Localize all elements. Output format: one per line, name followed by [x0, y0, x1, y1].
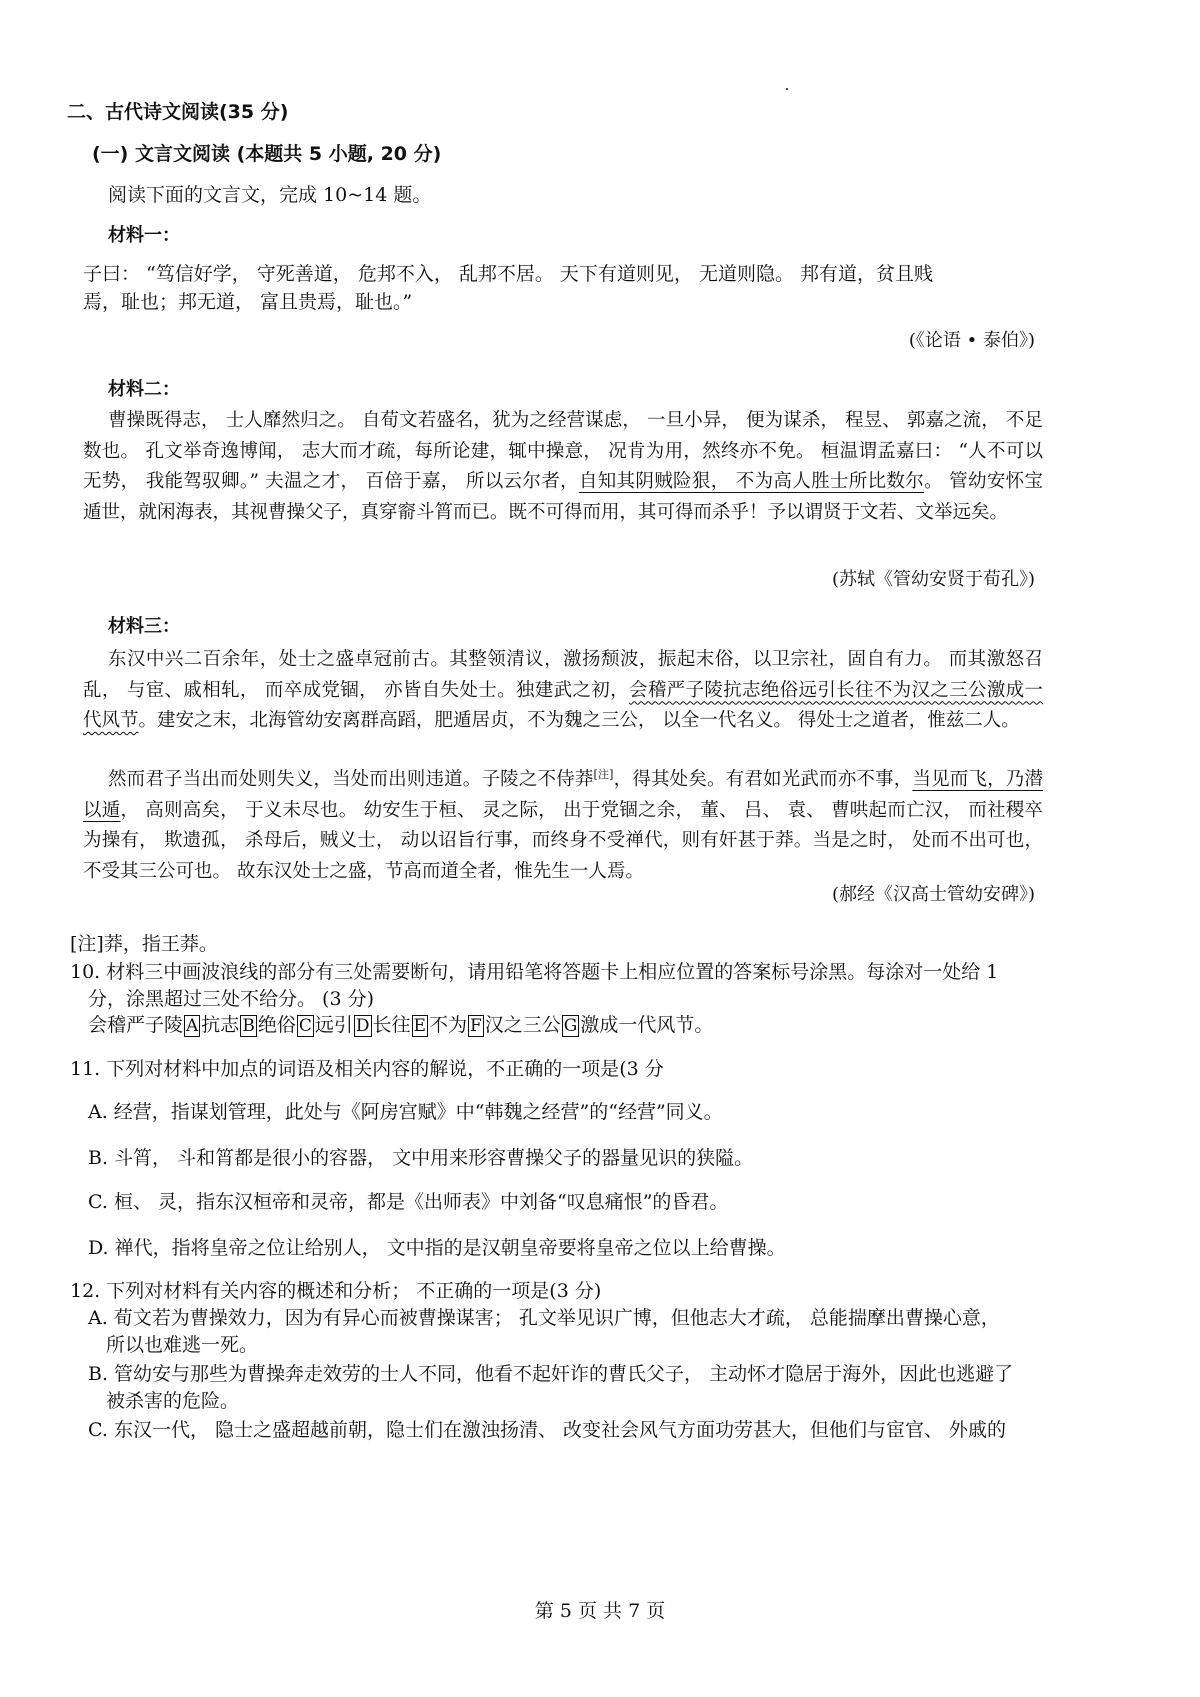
q11-option-b[interactable]: B. 斗筲， 斗和筲都是很小的容器， 文中用来形容曹操父子的器量见识的狭隘。 — [88, 1147, 754, 1169]
material3-underlined: 当见而飞，乃潜以遁 — [83, 769, 1043, 821]
q12-option-b-line2[interactable]: 被杀害的危险。 — [106, 1390, 240, 1412]
instruction: 阅读下面的文言文，完成 10~14 题。 — [108, 184, 432, 206]
page-footer — [0, 1596, 1200, 1623]
footer-middle: 页 共 — [571, 1600, 629, 1622]
q10-option-d[interactable]: D — [355, 1016, 370, 1036]
q12-option-a-line1[interactable]: A. 荀文若为曹操效力，因为有异心而被曹操谋害； 孔文举见识广博，但他志大才疏， 总能揣摩出曹操心意， — [88, 1307, 1000, 1329]
q10-option-b[interactable]: B — [242, 1016, 255, 1036]
footer-total-pages: 7 — [628, 1600, 641, 1622]
q10-option-e[interactable]: E — [413, 1016, 426, 1036]
material3-text-4: ，得其处矣。有君如光武而亦不事， — [613, 769, 913, 791]
material1-line1: 子曰： “笃信好学， 守死善道， 危邦不入， 乱邦不居。 天下有道则见， 无道则隐。 邦有道，贫且贱 — [83, 263, 933, 285]
q10-text: 远引 — [314, 1014, 353, 1036]
material1-source: (《论语 • 泰伯》) — [908, 330, 1035, 351]
q10-text: 抗志 — [201, 1014, 240, 1036]
material2-text-1: 曹操既得志， 士人靡然归之。 自荀文若盛名，犹为之经营谋虑， 一旦小异， 便为谋杀， 程昱、 郭嘉之流， 不足数也。 孔文举奇逸博闻， 志大而才疏，每所论建，辄中操意， 况肯为用，然终亦不免。 桓温谓孟嘉曰： “人不可以无势， 我能驾驭卿。” 夫温之才， 百倍于嘉， 所以云尔者， — [83, 410, 1043, 492]
material3-text-5: ， 高则高矣， 于义未尽也。 幼安生于桓、 灵之际， 出于党锢之余， 董、 吕、 袁、 曹哄起而亡汉， 而社稷卒为操有， 欺遗孤， 杀母后，贼义士， 动以诏旨行事，而终身不受禅代，则有奸甚于莽。当是之时， 处而不出可也，不受其三公可也。 故东汉处士之盛，节高而道全者，惟先生一人焉。 — [83, 799, 1043, 882]
footer-prefix: 第 — [534, 1600, 560, 1622]
material1-line2: 焉，耻也；邦无道， 富且贵焉，耻也。” — [83, 291, 413, 313]
note-marker: [注] — [593, 768, 614, 781]
material2-underlined: 自知其阴贼险狠， 不为高人胜士所比数尔 — [578, 471, 925, 492]
q11-option-d[interactable]: D. 禅代，指将皇帝之位让给别人， 文中指的是汉朝皇帝要将皇帝之位以上给曹操。 — [88, 1237, 786, 1259]
q11-stem: 11. 下列对材料中加点的词语及相关内容的解说，不正确的一项是(3 分 — [70, 1058, 664, 1080]
q10-text-head: 会稽严子陵 — [88, 1014, 184, 1036]
q12-stem: 12. 下列对材料有关内容的概述和分析； 不正确的一项是(3 分) — [70, 1280, 602, 1302]
footer-suffix: 页 — [640, 1600, 666, 1622]
speck-mark — [786, 88, 788, 90]
material3-text-2: 。建安之末，北海管幼安离群高蹈，肥遁居贞，不为魏之三公， 以全一代名义。 得处士之道者，惟兹二人。 — [138, 710, 1020, 731]
material2-paragraph — [83, 406, 1043, 528]
q10-option-g[interactable]: G — [563, 1016, 578, 1036]
subsection-title: (一) 文言文阅读 (本题共 5 小题, 20 分) — [92, 143, 442, 165]
section-title: 二、古代诗文阅读(35 分) — [67, 101, 289, 123]
q11-option-a[interactable]: A. 经营，指谋划管理，此处与《阿房宫赋》中“韩魏之经营”的“经营”同义。 — [88, 1101, 723, 1123]
q10-text: 激成一代风节。 — [580, 1014, 714, 1036]
q10-option-a[interactable]: A — [186, 1016, 199, 1036]
material3-source: (郝经《汉高士管幼安碑》) — [831, 884, 1035, 905]
q11-option-c[interactable]: C. 桓、 灵，指东汉桓帝和灵帝，都是《出师表》中刘备“叹息痛恨”的昏君。 — [88, 1191, 729, 1213]
q10-text: 汉之三公 — [484, 1014, 561, 1036]
material3-label: 材料三： — [108, 616, 180, 637]
q12-option-b-line1[interactable]: B. 管幼安与那些为曹操奔走效劳的士人不同，他看不起奸诈的曹氏父子， 主动怀才隐居于海外，因此也逃避了 — [88, 1363, 1014, 1385]
material2-text-2: 。 管幼安怀宝遁世，就闲海表，其视曹操父子，真穿窬斗筲而已。既不可得而用，其可得而杀乎！予以谓贤于文若、文举远矣。 — [83, 471, 1043, 523]
material3-wavy-underline: 会稽严子陵抗志绝俗远引长往不为汉之三公激成一代风节 — [83, 679, 1043, 731]
material1-label: 材料一： — [108, 225, 180, 246]
q10-stem-1: 10. 材料三中画波浪线的部分有三处需要断句，请用铅笔将答题卡上相应位置的答案标号涂黑。每涂对一处给 1 — [70, 961, 999, 983]
material2-label: 材料二： — [108, 379, 180, 400]
q10-text: 绝俗 — [257, 1014, 296, 1036]
q10-options — [88, 1013, 713, 1038]
material2-source: (苏轼《管幼安贤于荀孔》) — [831, 569, 1035, 590]
material3-text-3: 然而君子当出而处则失义，当处而出则违道。子陵之不侍莽 — [108, 769, 594, 791]
q12-option-a-line2[interactable]: 所以也难逃一死。 — [106, 1334, 259, 1356]
footer-page-number: 5 — [559, 1600, 572, 1622]
q10-option-f[interactable]: F — [469, 1016, 482, 1036]
q10-text: 长往 — [372, 1014, 411, 1036]
material3-paragraph-2 — [83, 760, 1043, 887]
q12-option-c-line1[interactable]: C. 东汉一代， 隐士之盛超越前朝，隐士们在激浊扬清、 改变社会风气方面功劳甚大，但他们与宦官、 外戚的 — [88, 1419, 1007, 1441]
q10-text: 不为 — [428, 1014, 467, 1036]
material3-paragraph-1 — [83, 645, 1043, 737]
q10-stem-2: 分，涂黑超过三处不给分。 (3 分) — [88, 988, 374, 1010]
q10-option-c[interactable]: C — [298, 1016, 312, 1036]
material3-text-1: 东汉中兴二百余年，处士之盛卓冠前古。其整领清议，激扬颓波，振起末俗，以卫宗社，固自有力。 而其激怒召乱， 与宦、戚相轧， 而卒成党锢， 亦皆自失处士。独建武之初， — [83, 649, 1043, 701]
footnote: [注]莽，指王莽。 — [70, 933, 218, 955]
